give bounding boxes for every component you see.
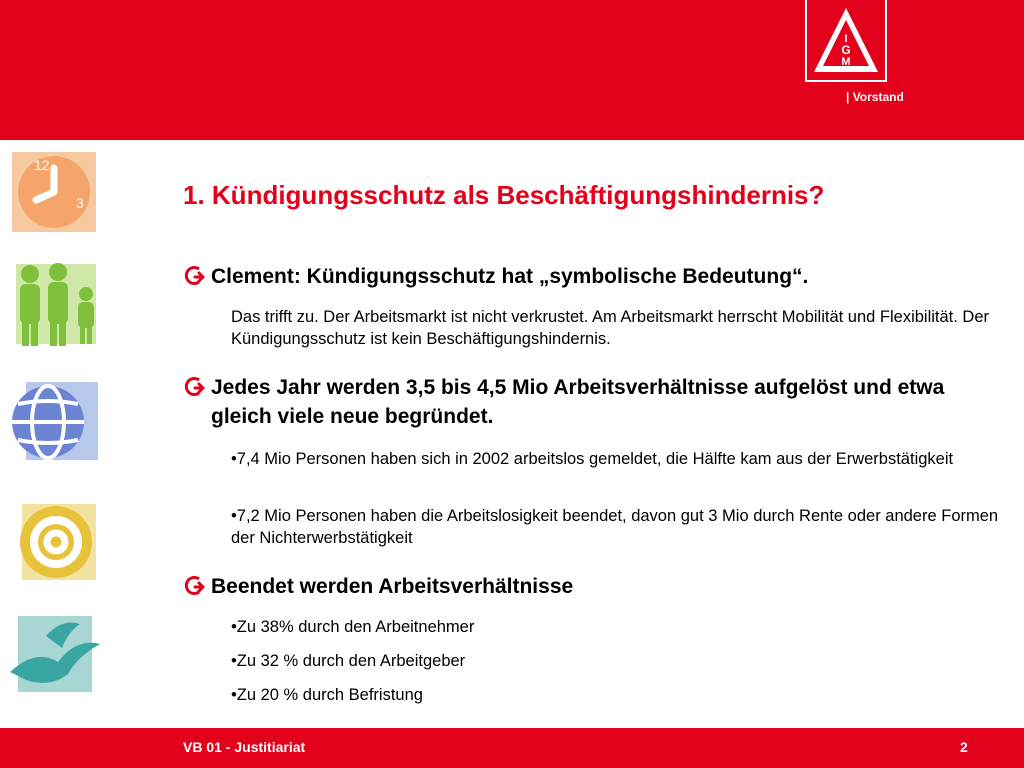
- birds-icon: [6, 608, 102, 700]
- logo-letter-m: M: [841, 56, 851, 68]
- bullet-3-sub-2: •Zu 32 % durch den Arbeitgeber: [231, 652, 466, 670]
- bullet-2: [183, 373, 1003, 431]
- bullet-1-sub-1: Das trifft zu. Der Arbeitsmarkt ist nicht verkrustet. Am Arbeitsmarkt herrscht Mobilität und Flexibilität. Der Kündigungsschutz ist kein Beschäftigungshindernis.: [231, 308, 990, 348]
- igm-logo: [805, 0, 887, 82]
- bullet-3-sub-3: •Zu 20 % durch Befristung: [231, 686, 423, 704]
- curved-arrow-icon: [183, 265, 205, 287]
- igm-logo-icon: [810, 2, 882, 78]
- bullet-3-sub-1: •Zu 38% durch den Arbeitnehmer: [231, 618, 475, 636]
- bullet-2-sub-1: •7,4 Mio Personen haben sich in 2002 arbeitslos gemeldet, die Hälfte kam aus der Erwerbstätigkeit: [231, 450, 954, 468]
- family-icon: [6, 258, 102, 350]
- bullet-1: [183, 262, 1003, 291]
- svg-text:3: 3: [76, 195, 84, 211]
- logo-letter-g: G: [841, 43, 851, 57]
- header-bar: [0, 0, 1024, 140]
- logo-letter-i: I: [844, 33, 848, 45]
- footer-bar: [0, 728, 1024, 768]
- bullet-3: [183, 572, 1003, 601]
- bullet-1-text: Clement: Kündigungsschutz hat „symbolische Bedeutung“.: [211, 265, 809, 288]
- bullet-2-text: Jedes Jahr werden 3,5 bis 4,5 Mio Arbeitsverhältnisse aufgelöst und etwa gleich viele neue begründet.: [211, 376, 945, 428]
- sidebar-icons: [0, 140, 110, 725]
- bullet-3-text: Beendet werden Arbeitsverhältnisse: [211, 575, 574, 598]
- curved-arrow-icon: [183, 575, 205, 597]
- globe-icon: [6, 374, 102, 466]
- footer-department: VB 01 - Justitiariat: [183, 739, 306, 755]
- at-sign-icon: [6, 494, 102, 586]
- curved-arrow-icon: [183, 376, 205, 398]
- bullet-2-sub-2: •7,2 Mio Personen haben die Arbeitslosigkeit beendet, davon gut 3 Mio durch Rente oder andere Formen der Nichterwerbstätigkeit: [231, 507, 999, 547]
- department-label: | Vorstand: [846, 90, 904, 104]
- page-number: 2: [960, 739, 968, 755]
- svg-text:12: 12: [34, 157, 50, 173]
- slide-title: 1. Kündigungsschutz als Beschäftigungshindernis?: [183, 180, 825, 210]
- clock-icon: [6, 146, 102, 238]
